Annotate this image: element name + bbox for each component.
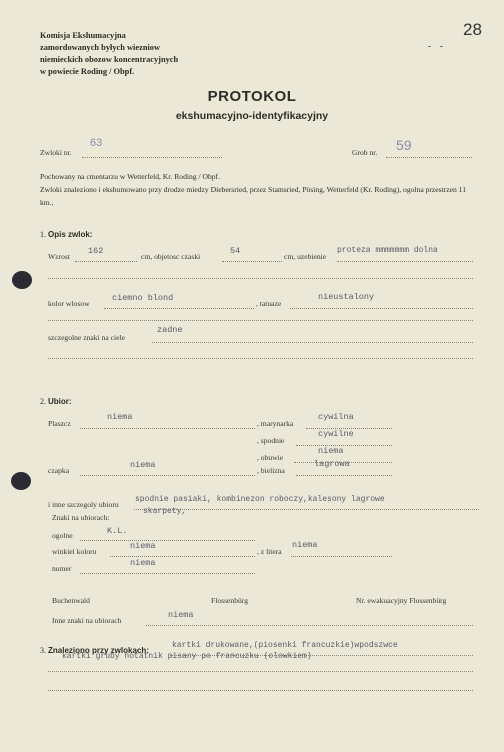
page-title: PROTOKOL — [207, 88, 297, 105]
org-line-1: Komisja Ekshumacyjna — [40, 31, 126, 40]
czaszka-label: cm, objetosc czaski — [141, 252, 201, 261]
section3-value-1: kartki drukowane,(piosenki francuzkie)wpodszwce — [172, 641, 398, 650]
wzrost-value: 162 — [88, 246, 104, 256]
zwloki-line — [82, 157, 222, 158]
marynarka-label: , marynarka — [257, 419, 294, 428]
bielizna-value: lagrowa — [314, 459, 350, 469]
plaszcz-value: niema — [107, 412, 133, 422]
page-subtitle: ekshumacyjno-identyfikacyjny — [175, 110, 329, 122]
camp-buchenwald: Buchenwald — [52, 596, 90, 605]
inne-szczegoly-value-2: skarpety, — [143, 507, 187, 516]
tatuaze-label: , tatuaze — [256, 299, 282, 308]
inne-szczegoly-value-1: spodnie pasiaki, kombinezon roboczy,kalesony lagrowe — [135, 495, 385, 504]
punch-hole-top — [12, 271, 32, 289]
znaki-ciala-label: szczegolne znaki na ciele — [48, 333, 125, 342]
punch-hole-bottom — [11, 472, 31, 490]
ogolne-label: ogolne — [52, 531, 73, 540]
inne-znaki-value: niema — [168, 610, 194, 620]
znaki-ciala-line-2 — [48, 358, 473, 359]
section3-value-2: kartki gruby notatnik pisany po francuzku (olowkiem) — [62, 652, 312, 661]
obuwie-value: niema — [318, 446, 344, 456]
ogolne-value: K.L. — [107, 526, 128, 536]
znaki-ubiorach-label: Znaki na ubiorach: — [52, 513, 110, 522]
uzebienie-value: proteza mmmmmmm dolna — [337, 246, 438, 255]
czapka-line — [80, 475, 255, 476]
section1-title: Opis zwlok: — [48, 230, 93, 239]
czapka-label: czapka — [48, 466, 70, 475]
section1-number: 1. — [40, 230, 46, 239]
wzrost-label: Wzrost — [48, 252, 70, 261]
uzebienie-line-2 — [48, 278, 473, 279]
plaszcz-line — [80, 428, 255, 429]
litera-line — [291, 556, 392, 557]
inne-znaki-label: Inne znaki na ubiorach — [52, 616, 122, 625]
tatuaze-line-2 — [48, 320, 473, 321]
czapka-value: niema — [130, 460, 156, 470]
uzebienie-line — [337, 261, 473, 262]
section3-title: Znaleziono przy zwlokach: — [48, 646, 149, 655]
litera-value: niema — [292, 540, 318, 550]
org-line-2: zamordowanych byłych wiezniow — [40, 43, 161, 52]
spodnie-label: , spodnie — [257, 436, 285, 445]
czaszka-line — [222, 261, 282, 262]
winkiel-value: niema — [130, 541, 156, 551]
uzebienie-label: cm, uzebienie — [284, 252, 327, 261]
inne-szczegoly-label: i inne szczegoly ubioru — [48, 500, 119, 509]
camp-flossenburg: Flossenbürg — [211, 596, 248, 605]
zwloki-value: 63 — [90, 137, 103, 149]
spodnie-line — [296, 445, 392, 446]
margin-mark — [428, 46, 431, 47]
org-line-3: niemieckich obozow koncentracyjnych — [40, 55, 179, 64]
winkiel-line — [110, 556, 255, 557]
numer-label: numer — [52, 564, 72, 573]
numer-line — [80, 573, 255, 574]
spodnie-value: cywilne — [318, 429, 354, 439]
section3-number: 3. — [40, 646, 46, 655]
section2-heading — [40, 397, 72, 406]
wzrost-line — [75, 261, 137, 262]
inne-znaki-line — [146, 625, 473, 626]
intro-line-1: Pochowany na cmentarzu w Wetterfeld, Kr. Roding / Obpf. — [40, 172, 220, 181]
numer-value: niema — [130, 558, 156, 568]
marynarka-value: cywilna — [318, 412, 354, 422]
section3-line-2 — [48, 671, 473, 672]
zwloki-label: Zwloki nr. — [40, 148, 72, 157]
winkiel-label: winkiel koloru — [52, 547, 97, 556]
bielizna-label: , bielizna — [257, 466, 285, 475]
grob-value: 59 — [396, 137, 412, 153]
obuwie-label: , obuwie — [257, 453, 284, 462]
wlosy-label: kolor wlosow — [48, 299, 90, 308]
bielizna-line — [296, 475, 392, 476]
section2-number: 2. — [40, 397, 46, 406]
section3-line-3 — [48, 690, 473, 691]
znaki-ciala-line — [152, 342, 473, 343]
tatuaze-value: nieustalony — [318, 292, 375, 302]
camp-evacuation-number: Nr. ewakuacyjny Flossenbürg — [356, 596, 447, 605]
grob-line — [386, 157, 472, 158]
plaszcz-label: Plaszcz — [48, 419, 71, 428]
margin-mark — [440, 46, 443, 47]
tatuaze-line — [290, 308, 473, 309]
section2-title: Ubior: — [48, 397, 72, 406]
grob-label: Grob nr. — [352, 148, 378, 157]
intro-line-2: Zwloki znaleziono i ekshumowano przy drodze miedzy Diebersried, przez Stamsried, Pösing, Wetterfeld (Kr. Roding), ogolna przestrzen 11 km., — [40, 185, 466, 207]
org-line-4: w powiecie Roding / Obpf. — [40, 67, 135, 76]
czaszka-value: 54 — [230, 246, 241, 256]
section1-heading — [40, 230, 92, 239]
znaki-ciala-value: zadne — [157, 325, 183, 335]
wlosy-line — [104, 308, 254, 309]
page-number: 28 — [463, 20, 482, 39]
ogolne-line — [80, 540, 255, 541]
litera-label: , z litera — [257, 547, 282, 556]
wlosy-value: ciemno blond — [112, 293, 174, 303]
